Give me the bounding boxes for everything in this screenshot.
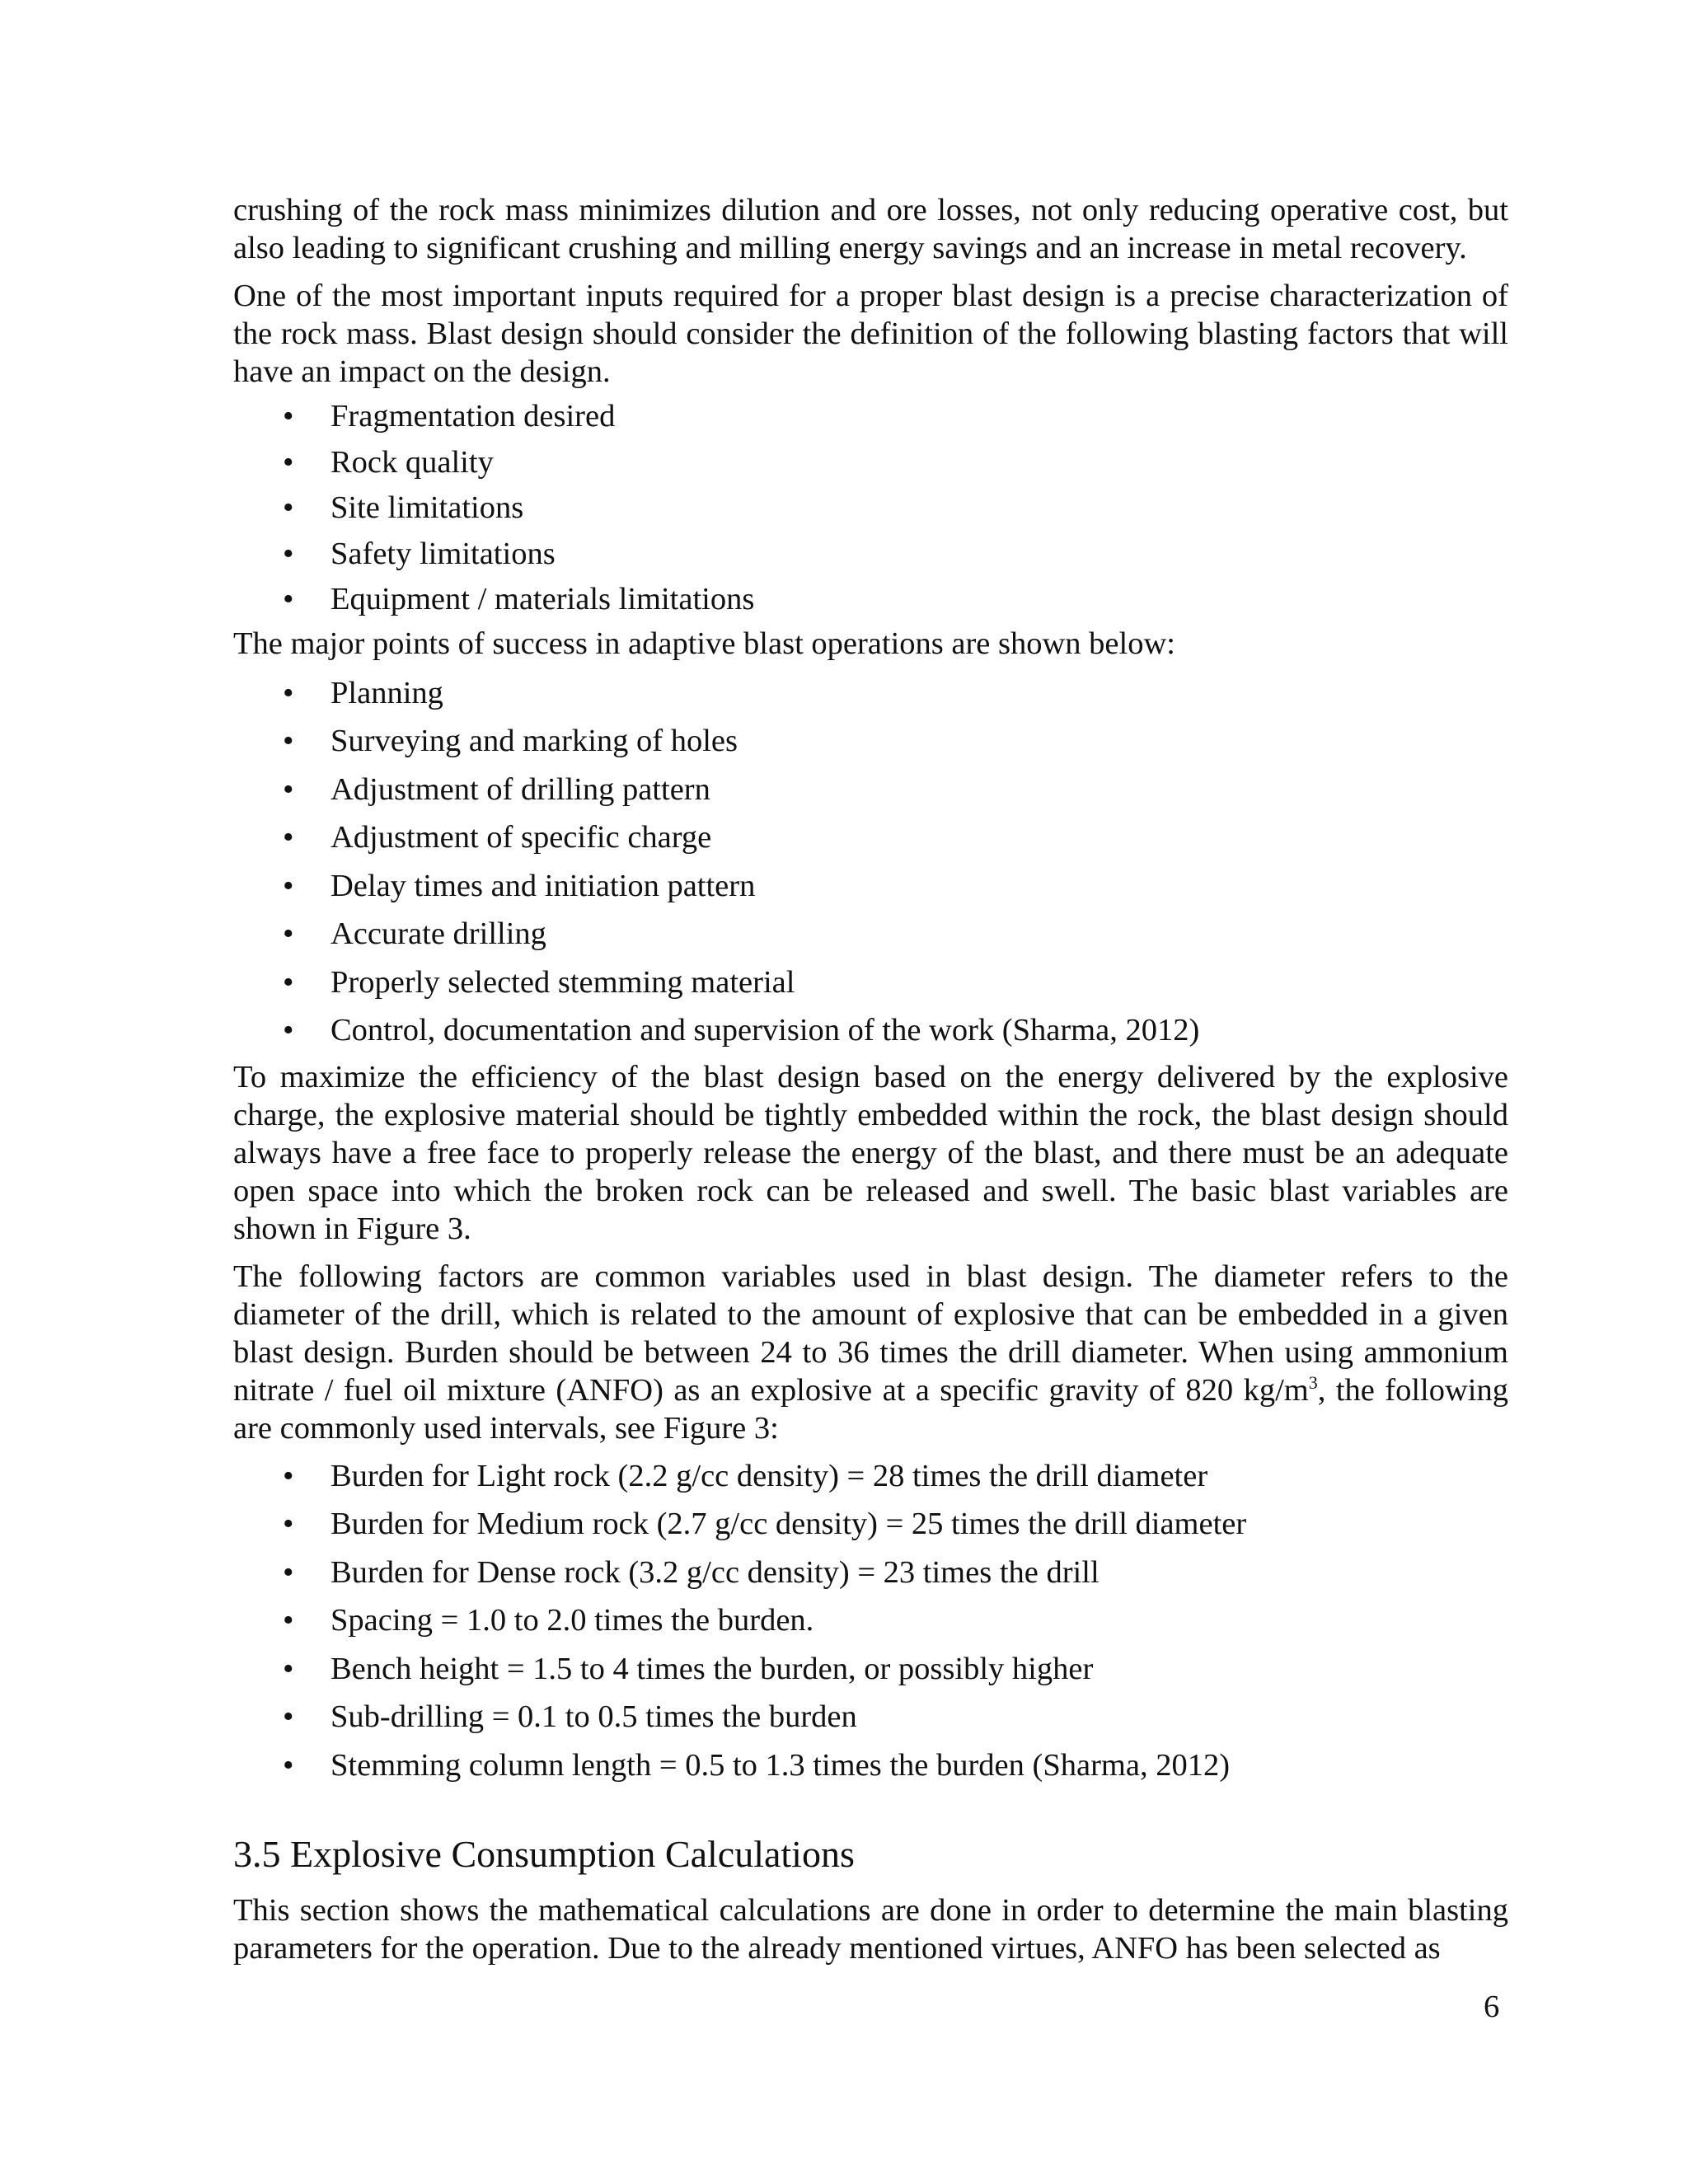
bullet-icon: • [283,582,294,616]
bullet-icon: • [283,820,294,855]
list-item: • Site limitations [233,485,1508,532]
list-item: • Burden for Medium rock (2.7 g/cc density) = 25 times the drill diameter [233,1500,1508,1549]
bullet-icon: • [283,1603,294,1638]
blasting-factors-list [233,394,1508,623]
list-item: • Rock quality [233,440,1508,486]
page-number: 6 [1484,1990,1500,2024]
list-item: • Stemming column length = 0.5 to 1.3 times the burden (Sharma, 2012) [233,1741,1508,1790]
intervals-list [233,1452,1508,1790]
bullet-icon: • [283,868,294,903]
bullet-icon: • [283,1507,294,1541]
bullet-icon: • [283,1013,294,1047]
bullet-icon: • [283,490,294,525]
success-points-list [233,669,1508,1055]
list-item: • Equipment / materials limitations [233,577,1508,623]
list-item: • Adjustment of specific charge [233,813,1508,862]
bullet-icon: • [283,1458,294,1493]
paragraph-crushing: crushing of the rock mass minimizes dilution and ore losses, not only reducing operative cost, but also leading to significant crushing and milling energy savings and an increase in metal recovery. [233,193,1508,265]
bullet-icon: • [283,1747,294,1783]
bullet-icon: • [283,916,294,951]
list-item: • Properly selected stemming material [233,958,1508,1007]
bullet-icon: • [283,724,294,758]
section-heading: 3.5 Explosive Consumption Calculations [233,1833,855,1875]
list-item: • Surveying and marking of holes [233,717,1508,766]
list-item: • Fragmentation desired [233,394,1508,440]
paragraph-common-variables: The following factors are common variables used in blast design. The diameter refers to the diameter of the drill, which is related to the amount of explosive that can be embedded in a given blast design. Burden should be between 24 to 36 times the drill diameter. When using ammonium nitrate / fuel oil mixture (ANFO) as an explosive at a specific gravity of 820 $kg/m^3$, the following are commonly used intervals, see Figure 3: [233,1258,1508,1446]
bullet-icon: • [283,675,294,710]
list-item: • Control, documentation and supervision of the work (Sharma, 2012) [233,1006,1508,1055]
list-item: • Burden for Light rock (2.2 g/cc density) = 28 times the drill diameter [233,1452,1508,1501]
paragraph-efficiency: To maximize the efficiency of the blast design based on the energy delivered by the explosive charge, the explosive material should be tightly embedded within the rock, the blast design should always have a free face to properly release the energy of the blast, and there must be an adequate open space into which the broken rock can be released and swell. The basic blast variables are shown in Figure 3. [233,1059,1508,1246]
bullet-icon: • [283,1699,294,1734]
list-item: • Sub-drilling = 0.1 to 0.5 times the burden [233,1693,1508,1741]
list-item: • Delay times and initiation pattern [233,862,1508,911]
list-item: • Spacing = 1.0 to 2.0 times the burden. [233,1596,1508,1645]
list-item: • Bench height = 1.5 to 4 times the burden, or possibly higher [233,1645,1508,1694]
list-item: • Planning [233,669,1508,718]
list-item: • Accurate drilling [233,910,1508,958]
list-item: • Safety limitations [233,532,1508,578]
bullet-icon: • [283,444,294,480]
list-item: • Burden for Dense rock (3.2 g/cc density) = 23 times the drill [233,1549,1508,1597]
document-page [233,191,1508,1967]
bullet-icon: • [283,964,294,1000]
paragraph-calculations: This section shows the mathematical calculations are done in order to determine the main blasting parameters for the operation. Due to the already mentioned virtues, ANFO has been selected as [233,1893,1508,1966]
paragraph-success-points-intro: The major points of success in adaptive blast operations are shown below: [233,626,1175,661]
paragraph-blast-design-inputs: One of the most important inputs required for a proper blast design is a precise characterization of the rock mass. Blast design should consider the definition of the following blasting factors that will have an impact on the design. [233,279,1508,389]
bullet-icon: • [283,399,294,434]
bullet-icon: • [283,1651,294,1686]
bullet-icon: • [283,771,294,807]
superscript: 3 [1308,1371,1318,1393]
bullet-icon: • [283,536,294,571]
list-item: • Adjustment of drilling pattern [233,766,1508,814]
bullet-icon: • [283,1554,294,1590]
